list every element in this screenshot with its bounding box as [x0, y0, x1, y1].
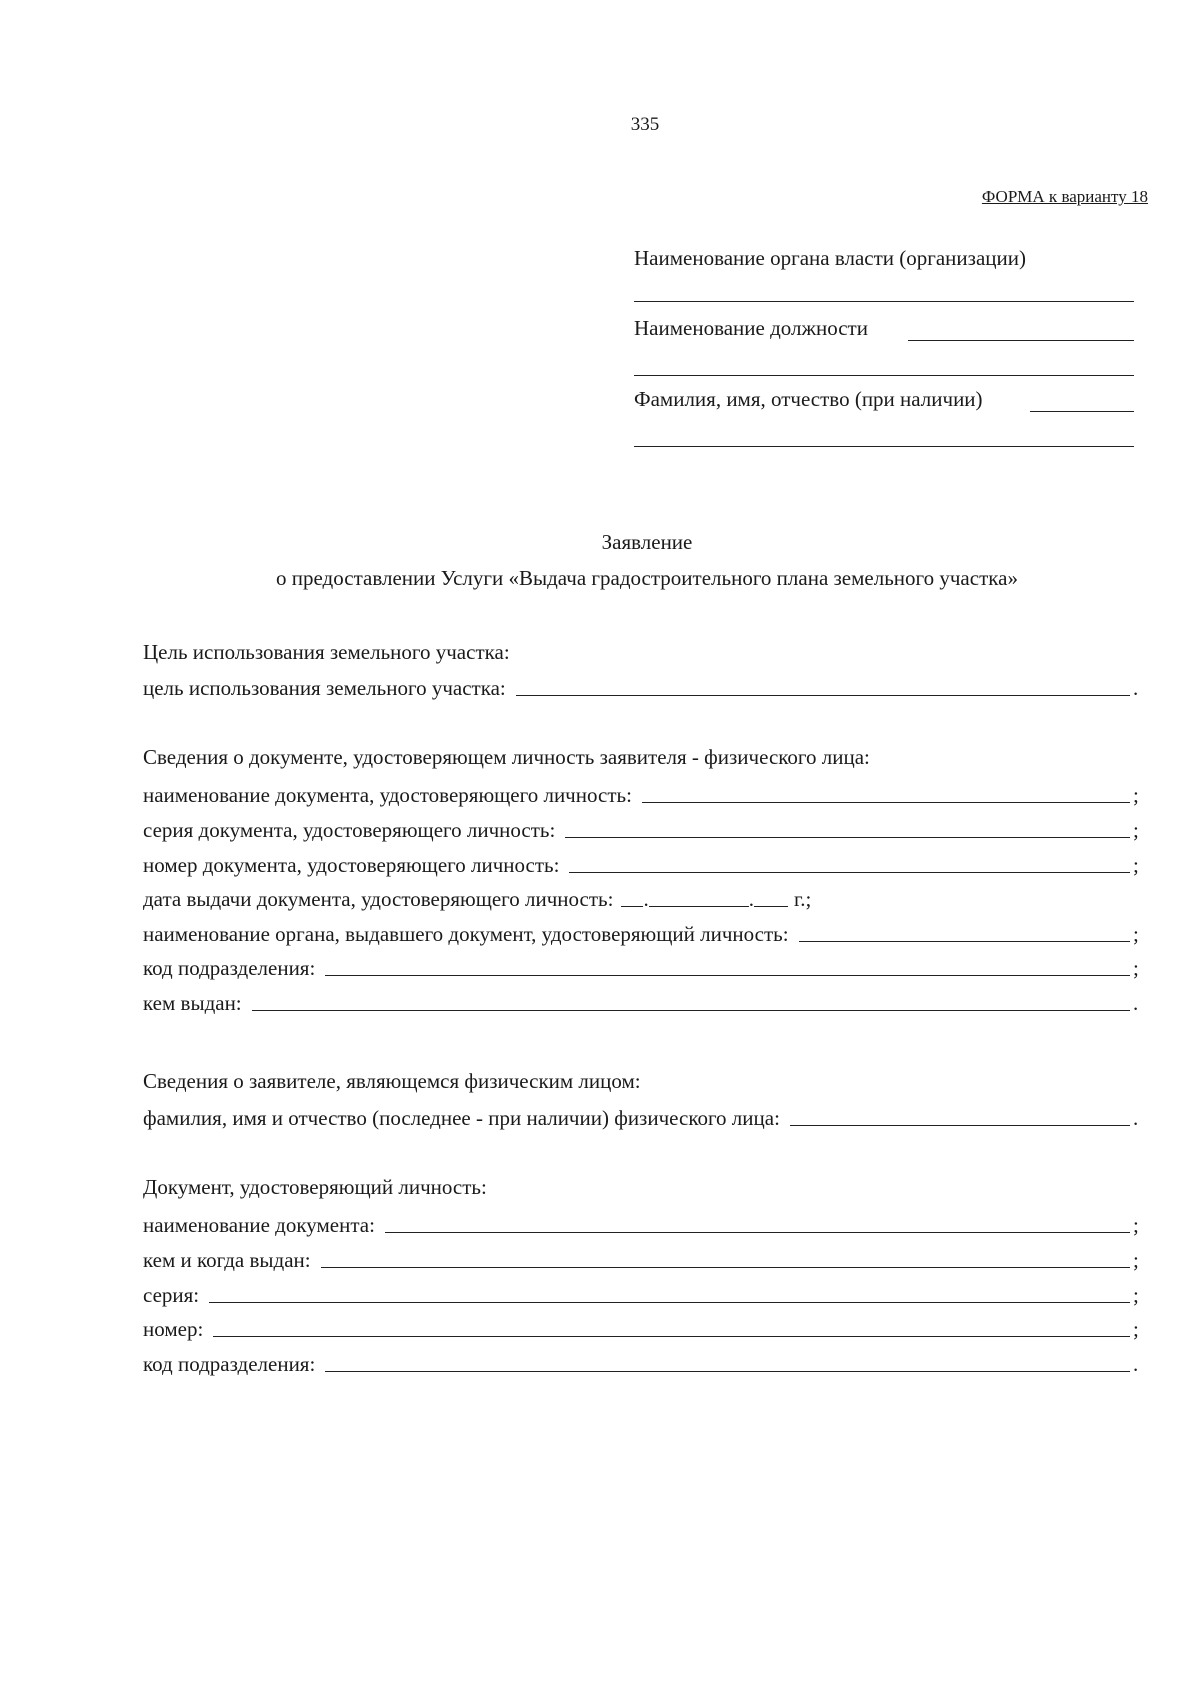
year-suffix: г.;	[793, 887, 812, 911]
purpose-label: цель использования земельного участка:	[143, 676, 506, 700]
row-end: ;	[1133, 1283, 1139, 1307]
row-end: ;	[1133, 783, 1139, 807]
identity-doc-name-label: наименование документа:	[143, 1213, 375, 1237]
applicant-fio-field[interactable]	[790, 1125, 1130, 1126]
identity-doc-name-field[interactable]	[385, 1232, 1130, 1233]
document-subtitle: о предоставлении Услуги «Выдача градостроительного плана земельного участка»	[276, 566, 1018, 590]
identity-doc-division-field[interactable]	[325, 1371, 1130, 1372]
row-end: ;	[1133, 922, 1139, 946]
identity-doc-division-label: код подразделения:	[143, 1352, 316, 1376]
identity-doc-series-field[interactable]	[209, 1302, 1130, 1303]
applicant-heading: Сведения о заявителе, являющемся физическим лицом:	[143, 1069, 641, 1093]
date-separator: .	[748, 887, 754, 911]
row-end: ;	[1133, 818, 1139, 842]
date-separator: .	[643, 887, 649, 911]
position-field[interactable]	[908, 340, 1134, 341]
identity-doc-number-field[interactable]	[213, 1336, 1130, 1337]
row-end: ;	[1133, 1248, 1139, 1272]
identity-doc-number-label: номер:	[143, 1317, 204, 1341]
form-variant-label: ФОРМА к варианту 18	[981, 187, 1148, 206]
identity-doc-division-row	[143, 1349, 1143, 1377]
id-doc-issuer-row	[143, 919, 1143, 947]
id-doc-name-row	[143, 780, 1143, 808]
date-day-field[interactable]	[621, 906, 643, 907]
id-doc-name-label: наименование документа, удостоверяющего личность:	[143, 783, 632, 807]
row-end: ;	[1133, 1317, 1139, 1341]
row-end: .	[1133, 1106, 1139, 1130]
authority-field[interactable]	[634, 301, 1134, 302]
authority-label: Наименование органа власти (организации)	[634, 246, 1026, 270]
id-doc-date-row	[143, 884, 811, 912]
id-doc-heading: Сведения о документе, удостоверяющем личность заявителя - физического лица:	[143, 745, 870, 769]
identity-doc-number-row	[143, 1314, 1143, 1342]
position-label: Наименование должности	[634, 316, 868, 340]
purpose-end: .	[1133, 676, 1139, 700]
purpose-heading: Цель использования земельного участка:	[143, 640, 510, 664]
fio-label: Фамилия, имя, отчество (при наличии)	[634, 387, 983, 411]
id-doc-number-row	[143, 850, 1143, 878]
id-doc-issued-by-row	[143, 988, 1143, 1016]
row-end: .	[1133, 1352, 1139, 1376]
id-doc-issuer-label: наименование органа, выдавшего документ, удостоверяющий личность:	[143, 922, 789, 946]
identity-doc-heading: Документ, удостоверяющий личность:	[143, 1175, 487, 1199]
id-doc-issuer-field[interactable]	[799, 941, 1130, 942]
document-title: Заявление	[601, 530, 693, 554]
page-number: 335	[630, 114, 660, 135]
row-end: ;	[1133, 1213, 1139, 1237]
id-doc-issued-by-field[interactable]	[252, 1010, 1130, 1011]
applicant-fio-row	[143, 1103, 1143, 1131]
fio-field-line2[interactable]	[634, 446, 1134, 447]
id-doc-date-label: дата выдачи документа, удостоверяющего личность:	[143, 887, 614, 911]
identity-doc-issued-row	[143, 1245, 1143, 1273]
date-year-field[interactable]	[754, 906, 788, 907]
identity-doc-series-row	[143, 1280, 1143, 1308]
row-end: .	[1133, 991, 1139, 1015]
purpose-row	[143, 673, 1143, 701]
fio-field[interactable]	[1030, 411, 1134, 412]
identity-doc-series-label: серия:	[143, 1283, 200, 1307]
id-doc-division-field[interactable]	[325, 975, 1130, 976]
id-doc-name-field[interactable]	[642, 802, 1130, 803]
row-end: ;	[1133, 853, 1139, 877]
id-doc-series-row	[143, 815, 1143, 843]
id-doc-issued-by-label: кем выдан:	[143, 991, 242, 1015]
purpose-field[interactable]	[516, 695, 1130, 696]
row-end: ;	[1133, 956, 1139, 980]
identity-doc-issued-label: кем и когда выдан:	[143, 1248, 311, 1272]
id-doc-number-label: номер документа, удостоверяющего личность:	[143, 853, 560, 877]
id-doc-number-field[interactable]	[569, 872, 1130, 873]
position-field-line2[interactable]	[634, 375, 1134, 376]
identity-doc-issued-field[interactable]	[321, 1267, 1130, 1268]
id-doc-division-label: код подразделения:	[143, 956, 316, 980]
id-doc-division-row	[143, 953, 1143, 981]
date-month-field[interactable]	[649, 906, 749, 907]
id-doc-series-field[interactable]	[565, 837, 1130, 838]
identity-doc-name-row	[143, 1210, 1143, 1238]
applicant-fio-label: фамилия, имя и отчество (последнее - при наличии) физического лица:	[143, 1106, 780, 1130]
id-doc-series-label: серия документа, удостоверяющего личность:	[143, 818, 556, 842]
